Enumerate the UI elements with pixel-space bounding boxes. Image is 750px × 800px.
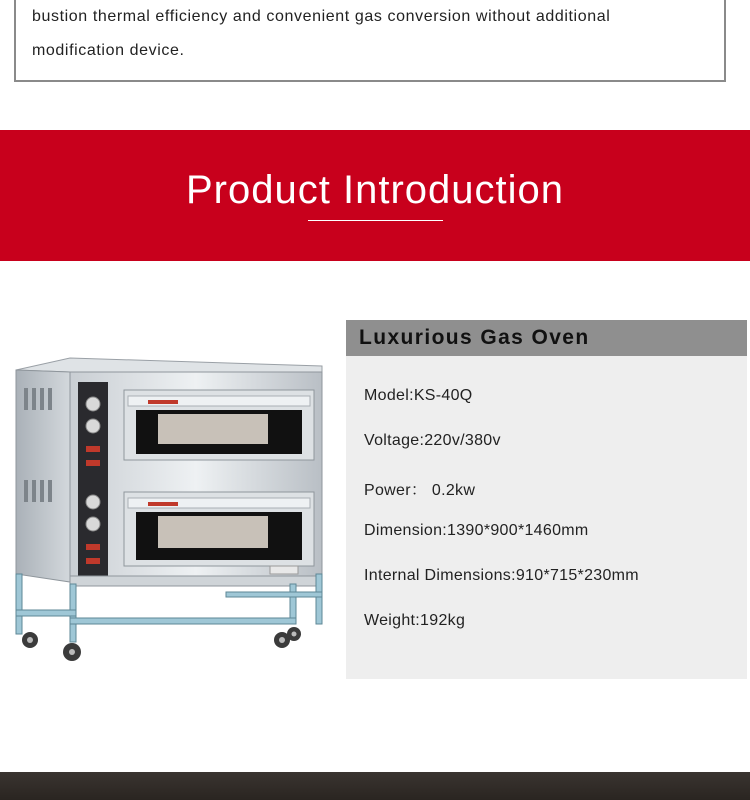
gas-oven-image [8, 352, 328, 670]
description-line-1: bustion thermal efficiency and convenient gas conversion without additional [32, 8, 611, 25]
spec-header [346, 320, 747, 356]
spec-model: Model:KS-40Q [364, 387, 473, 404]
spec-internal-dimensions: Internal Dimensions:910*715*230mm [364, 567, 639, 584]
product-title: Luxurious Gas Oven [359, 326, 590, 349]
banner-title: Product Introduction [186, 168, 564, 212]
product-spec-panel [346, 320, 747, 679]
next-section-bar [0, 772, 750, 800]
description-line-2: modification device. [32, 42, 185, 59]
spec-voltage: Voltage:220v/380v [364, 432, 501, 449]
product-introduction-banner [0, 130, 750, 261]
description-box [14, 0, 726, 82]
spec-weight: Weight:192kg [364, 612, 466, 629]
spec-dimension: Dimension:1390*900*1460mm [364, 522, 589, 539]
spec-power: Power： 0.2kw [364, 482, 476, 499]
banner-underline [308, 220, 443, 221]
